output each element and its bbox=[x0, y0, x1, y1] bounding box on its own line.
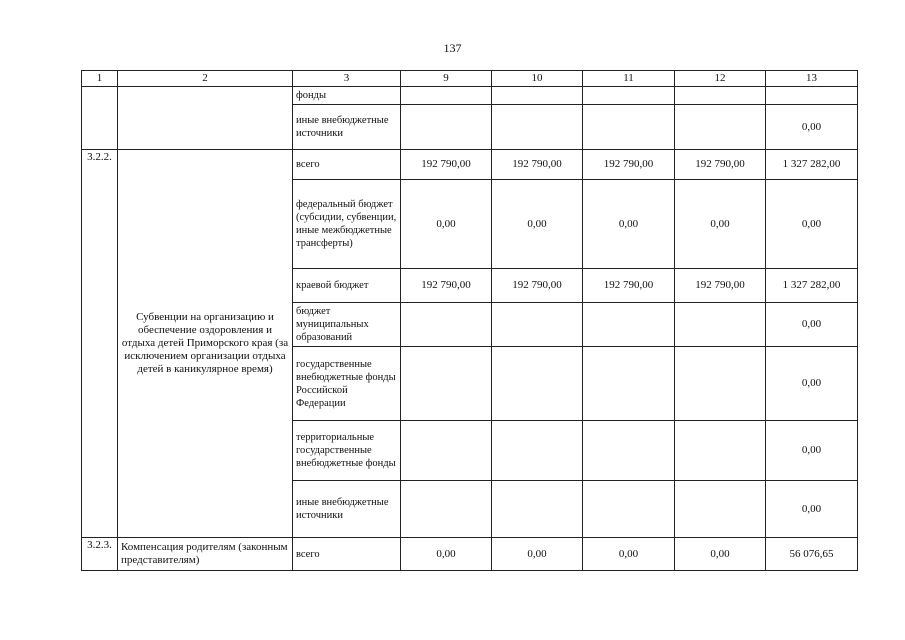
prev-item-name bbox=[118, 87, 293, 150]
source-cell: федеральный бюджет (субсидии, субвенции, иные межбюджетные трансферты) bbox=[293, 180, 401, 269]
value-cell bbox=[401, 481, 492, 538]
source-cell: иные внебюджетные источники bbox=[293, 105, 401, 150]
header-col-13: 13 bbox=[766, 71, 858, 87]
value-cell: 0,00 bbox=[401, 180, 492, 269]
total-cell: 0,00 bbox=[766, 481, 858, 538]
value-cell bbox=[583, 303, 675, 347]
value-cell: 192 790,00 bbox=[675, 150, 766, 180]
source-cell: бюджет муниципальных образований bbox=[293, 303, 401, 347]
source-cell: краевой бюджет bbox=[293, 269, 401, 303]
table-header-row bbox=[82, 71, 858, 87]
value-cell bbox=[401, 303, 492, 347]
item-name: Компенсация родителям (законным представителям) bbox=[118, 538, 293, 571]
header-col-12: 12 bbox=[675, 71, 766, 87]
page-number: 137 bbox=[443, 41, 462, 55]
value-cell bbox=[583, 481, 675, 538]
item-number: 3.2.2. bbox=[82, 150, 118, 538]
value-cell: 192 790,00 bbox=[492, 269, 583, 303]
value-cell bbox=[583, 105, 675, 150]
value-cell: 192 790,00 bbox=[401, 269, 492, 303]
header-col-1: 1 bbox=[82, 71, 118, 87]
total-cell: 1 327 282,00 bbox=[766, 269, 858, 303]
value-cell: 192 790,00 bbox=[401, 150, 492, 180]
value-cell bbox=[492, 87, 583, 105]
total-cell bbox=[766, 87, 858, 105]
source-cell: территориальные государственные внебюджетные фонды bbox=[293, 421, 401, 481]
value-cell bbox=[401, 105, 492, 150]
total-cell: 0,00 bbox=[766, 180, 858, 269]
value-cell bbox=[675, 303, 766, 347]
value-cell bbox=[401, 87, 492, 105]
header-col-9: 9 bbox=[401, 71, 492, 87]
table-row bbox=[82, 150, 858, 180]
total-cell: 0,00 bbox=[766, 347, 858, 421]
total-cell: 0,00 bbox=[766, 303, 858, 347]
budget-table bbox=[81, 70, 858, 571]
source-cell: всего bbox=[293, 538, 401, 571]
total-cell: 0,00 bbox=[766, 105, 858, 150]
value-cell bbox=[675, 347, 766, 421]
value-cell: 0,00 bbox=[492, 180, 583, 269]
value-cell bbox=[492, 105, 583, 150]
value-cell bbox=[401, 421, 492, 481]
value-cell bbox=[675, 421, 766, 481]
value-cell: 0,00 bbox=[675, 538, 766, 571]
value-cell: 0,00 bbox=[583, 538, 675, 571]
value-cell bbox=[492, 347, 583, 421]
header-col-10: 10 bbox=[492, 71, 583, 87]
value-cell: 0,00 bbox=[675, 180, 766, 269]
table-row bbox=[82, 538, 858, 571]
value-cell: 0,00 bbox=[401, 538, 492, 571]
source-cell: государственные внебюджетные фонды Российской Федерации bbox=[293, 347, 401, 421]
value-cell: 192 790,00 bbox=[583, 150, 675, 180]
source-cell: всего bbox=[293, 150, 401, 180]
total-cell: 56 076,65 bbox=[766, 538, 858, 571]
value-cell: 192 790,00 bbox=[675, 269, 766, 303]
value-cell: 192 790,00 bbox=[583, 269, 675, 303]
prev-item-number bbox=[82, 87, 118, 150]
value-cell: 0,00 bbox=[492, 538, 583, 571]
value-cell bbox=[675, 481, 766, 538]
source-cell: иные внебюджетные источники bbox=[293, 481, 401, 538]
total-cell: 1 327 282,00 bbox=[766, 150, 858, 180]
value-cell bbox=[583, 347, 675, 421]
value-cell: 0,00 bbox=[583, 180, 675, 269]
value-cell bbox=[492, 481, 583, 538]
value-cell bbox=[583, 87, 675, 105]
value-cell bbox=[401, 347, 492, 421]
item-number: 3.2.3. bbox=[82, 538, 118, 571]
header-col-3: 3 bbox=[293, 71, 401, 87]
total-cell: 0,00 bbox=[766, 421, 858, 481]
header-col-11: 11 bbox=[583, 71, 675, 87]
value-cell bbox=[675, 105, 766, 150]
value-cell bbox=[675, 87, 766, 105]
item-name: Субвенции на организацию и обеспечение оздоровления и отдыха детей Приморского края (за исключением организации отдыха детей в каникулярное время) bbox=[118, 150, 293, 538]
value-cell bbox=[583, 421, 675, 481]
source-cell: фонды bbox=[293, 87, 401, 105]
value-cell bbox=[492, 421, 583, 481]
value-cell: 192 790,00 bbox=[492, 150, 583, 180]
table-row bbox=[82, 87, 858, 105]
header-col-2: 2 bbox=[118, 71, 293, 87]
value-cell bbox=[492, 303, 583, 347]
